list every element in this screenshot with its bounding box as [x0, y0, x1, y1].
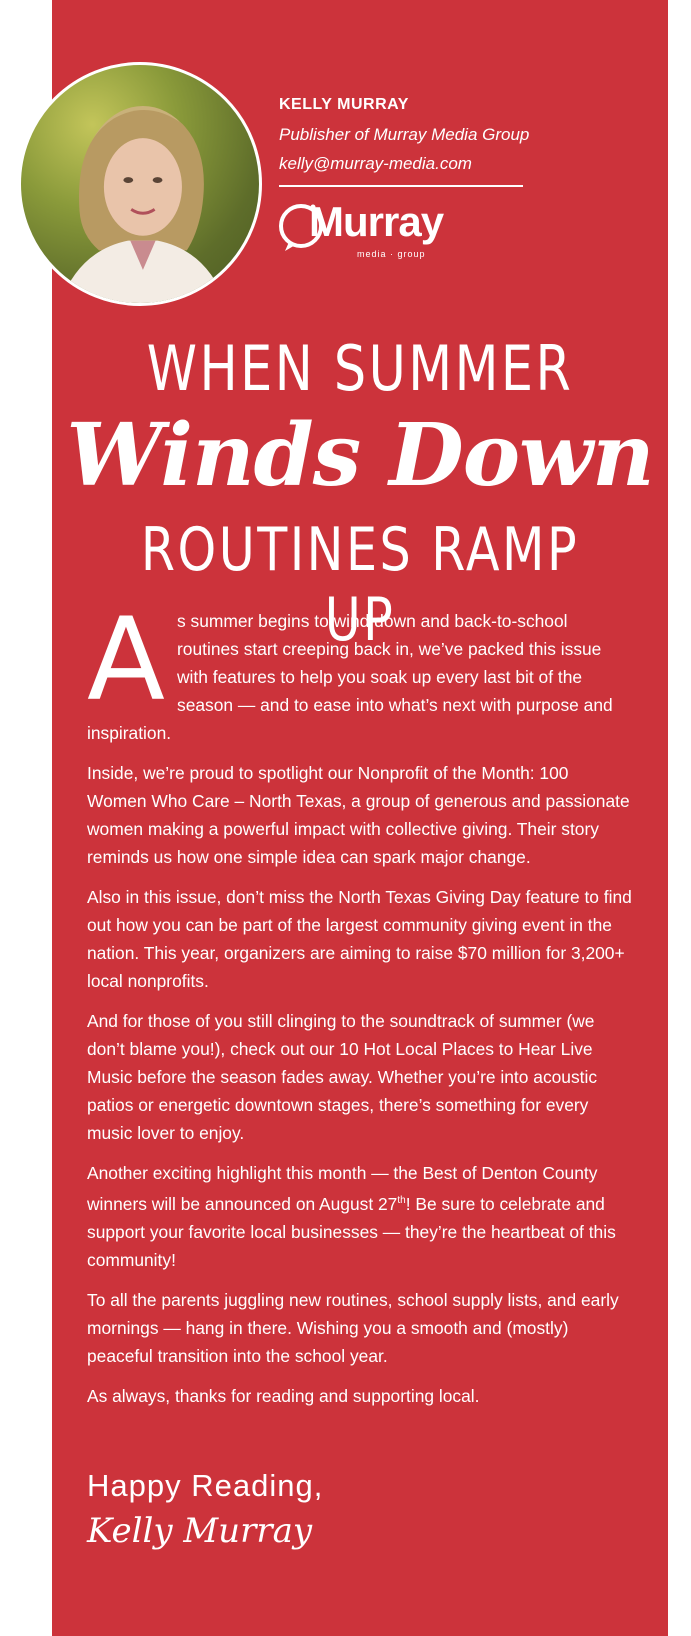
logo-wordmark: Murray: [309, 198, 444, 245]
paragraph-3: Also in this issue, don’t miss the North Texas Giving Day feature to find out how you can be part of the largest community giving event in the nation. This year, organizers are aiming to raise $70 million for 3,200+ local nonprofits.: [87, 887, 632, 991]
publisher-email[interactable]: kelly@murray-media.com: [279, 154, 472, 173]
ordinal-suffix: th: [397, 1195, 406, 1206]
portrait-illustration: [21, 65, 259, 303]
drop-cap: A: [87, 593, 165, 726]
headline-line-3: ROUTINES RAMP UP: [140, 515, 580, 655]
paragraph-5: [87, 1159, 632, 1274]
paragraph-5-text-a: Another exciting highlight this month — the Best of Denton County winners will be announced on August 27: [87, 1163, 598, 1214]
article-body: [87, 593, 632, 1422]
headline-script: Winds Down: [66, 405, 654, 506]
divider: [279, 185, 523, 187]
paragraph-5-text-b: ! Be sure to celebrate and support your favorite local businesses — they’re the heartbeat of this community!: [87, 1193, 616, 1270]
paragraph-2: Inside, we’re proud to spotlight our Nonprofit of the Month: 100 Women Who Care – North Texas, a group of generous and passionate women making a powerful impact with collective giving. Their story reminds us how one simple idea can spark major change.: [87, 763, 630, 867]
signoff-greeting: Happy Reading,: [87, 1468, 324, 1503]
signoff-signature: Kelly Murray: [87, 1511, 313, 1551]
headline-line-1: WHEN SUMMER: [146, 332, 574, 405]
murray-media-logo: [279, 196, 459, 266]
paragraph-4: And for those of you still clinging to the soundtrack of summer (we don’t blame you!), check out our 10 Hot Local Places to Hear Live Music before the season fades away. Whether you’re into acoustic patios or energetic downtown stages, there’s something for every music lover to enjoy.: [87, 1011, 598, 1143]
publisher-photo: [18, 62, 262, 306]
paragraph-7: As always, thanks for reading and supporting local.: [87, 1385, 480, 1406]
paragraph-1: [87, 593, 632, 747]
logo-tagline: media · group: [357, 249, 426, 259]
paragraph-6: To all the parents juggling new routines, school supply lists, and early mornings — hang in there. Wishing you a smooth and (mostly) peaceful transition into the school year.: [87, 1289, 619, 1366]
publisher-title: Publisher of Murray Media Group: [279, 125, 530, 144]
paragraph-1-text: s summer begins to wind down and back-to-school routines start creeping back in, we’ve packed this issue with features to help you soak up every last bit of the season — and to ease into what’s next with purpose and inspiration.: [87, 611, 613, 743]
publisher-name: KELLY MURRAY: [279, 96, 409, 113]
